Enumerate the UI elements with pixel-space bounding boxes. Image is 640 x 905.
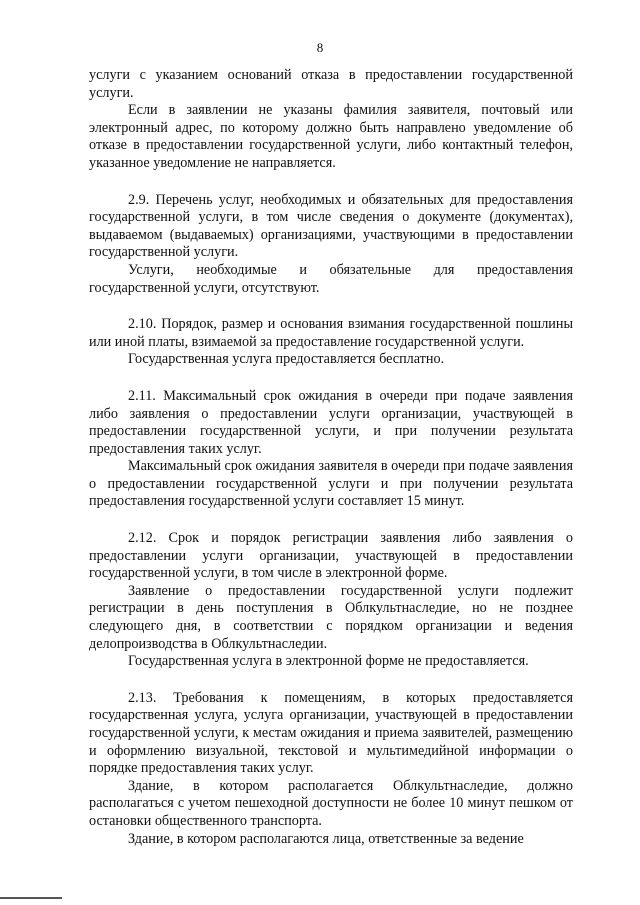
paragraph: Услуги, необходимые и обязательные для предоставления государственной услуги, отсутствуют.	[89, 261, 573, 296]
scan-edge-mark	[0, 897, 62, 899]
paragraph: Государственная услуга предоставляется бесплатно.	[128, 351, 445, 368]
paragraph: Если в заявлении не указаны фамилия заявителя, почтовый или электронный адрес, по которому должно быть направлено уведомление об отказе в предоставлении государственной услуги, либо контактный телефон, указанное уведомление не направляется.	[89, 102, 573, 171]
paragraph: 2.13. Требования к помещениям, в которых предоставляется государственная услуга, услуга организации, участвующей в предоставлении государственной услуги, к местам ожидания и приема заявителей, размещению и оформлению визуальной, текстовой и мультимедийной информации о порядке предоставления таких услуг.	[89, 689, 573, 777]
paragraph: Здание, в котором располагаются лица, ответственные за ведение	[128, 830, 524, 847]
paragraph: 2.9. Перечень услуг, необходимых и обязательных для предоставления государственной услуги, в том числе сведения о документе (документах), выдаваемом (выдаваемых) организациями, участвующими в предоставлении государственной услуги.	[89, 191, 573, 261]
paragraph: Заявление о предоставлении государственной услуги подлежит регистрации в день поступления в Облкультнаследие, но не позднее следующего дня, в соответствии с порядком организации и ведения делопроизводства в Облкультнаследии.	[89, 582, 573, 652]
paragraph: 2.12. Срок и порядок регистрации заявления либо заявления о предоставлении услуги организации, участвующей в предоставлении государственной услуги, в том числе в электронной форме.	[89, 530, 573, 582]
paragraph: Максимальный срок ожидания заявителя в очереди при подаче заявления о предоставлении государственной услуги и при получении результата предоставления государственной услуги составляет 15 минут.	[89, 458, 573, 510]
paragraph: Здание, в котором располагается Облкультнаследие, должно располагаться с учетом пешеходной доступности не более 10 минут пешком от остановки общественного транспорта.	[89, 777, 573, 829]
paragraph: Государственная услуга в электронной форме не предоставляется.	[128, 653, 529, 670]
paragraph: услуги с указанием оснований отказа в предоставлении государственной услуги.	[89, 67, 573, 101]
paragraph: 2.11. Максимальный срок ожидания в очереди при подаче заявления либо заявления о предоставлении услуги организации, участвующей в предоставлении государственной услуги, и при получении результата предоставления таких услуг.	[89, 387, 573, 457]
document-body	[89, 67, 573, 848]
page-number: 8	[316, 40, 324, 55]
paragraph: 2.10. Порядок, размер и основания взимания государственной пошлины или иной платы, взимаемой за предоставление государственной услуги.	[89, 316, 573, 350]
